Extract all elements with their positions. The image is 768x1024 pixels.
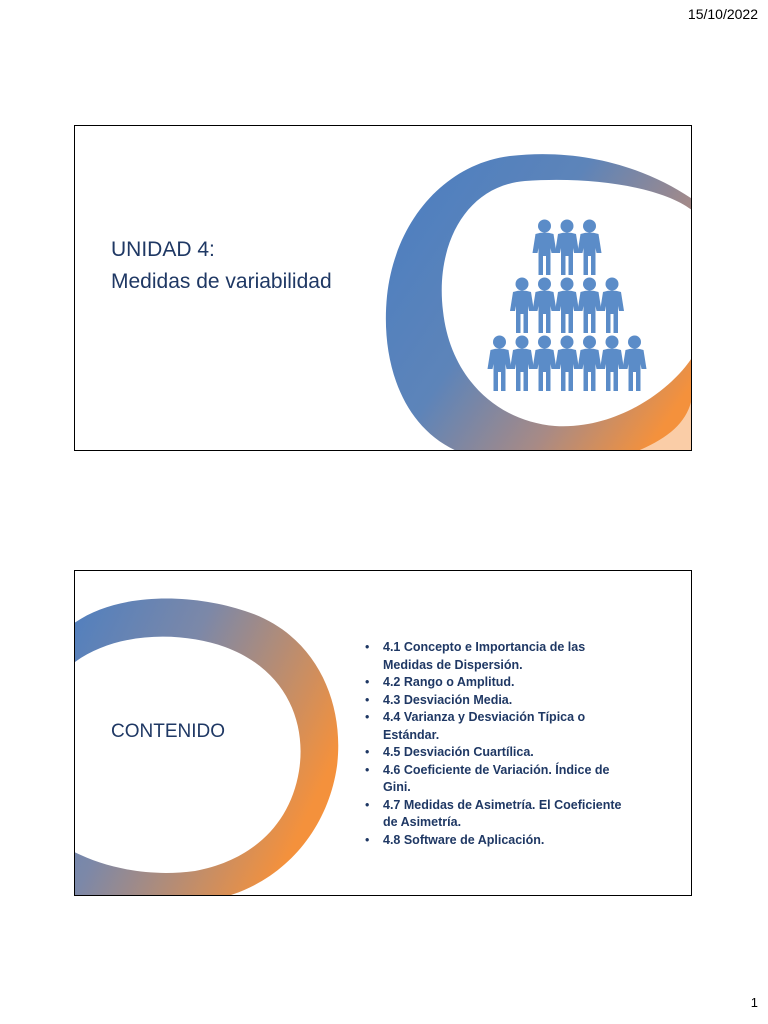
- list-item: [365, 692, 630, 710]
- slide-title-text: [111, 234, 332, 298]
- bullet-icon: •: [365, 762, 370, 777]
- unit-subtitle: Medidas de variabilidad: [111, 270, 332, 293]
- bullet-icon: •: [365, 692, 370, 707]
- list-item-text: 4.6 Coeficiente de Variación. Índice de Gini.: [383, 762, 610, 794]
- person-figure-icon: [488, 336, 512, 392]
- person-figure-icon: [533, 220, 557, 276]
- unit-label: UNIDAD 4:: [111, 238, 215, 261]
- slide-title: [74, 125, 692, 451]
- person-figure-icon: [533, 278, 557, 334]
- list-item: [365, 744, 630, 762]
- list-item-text: 4.8 Software de Aplicación.: [383, 832, 545, 847]
- bullet-icon: •: [365, 745, 370, 759]
- list-item-text: 4.5 Desviación Cuartílica.: [383, 745, 534, 759]
- list-item-text: 4.1 Concepto e Importancia de las Medidas de Dispersión.: [383, 640, 586, 672]
- list-item-text: 4.3 Desviación Media.: [383, 692, 513, 707]
- person-figure-icon: [600, 278, 624, 334]
- person-figure-icon: [555, 220, 579, 276]
- list-item-text: 4.2 Rango o Amplitud.: [383, 675, 515, 689]
- list-item: [365, 674, 630, 692]
- people-pyramid-icon: [479, 216, 655, 396]
- person-figure-icon: [600, 336, 624, 392]
- person-figure-icon: [555, 336, 579, 392]
- contents-title: CONTENIDO: [111, 721, 225, 742]
- contents-list: [365, 639, 630, 849]
- list-item: [365, 709, 630, 744]
- person-figure-icon: [555, 278, 579, 334]
- person-figure-icon: [510, 278, 534, 334]
- slide-contents: [74, 570, 692, 896]
- bullet-icon: •: [365, 640, 370, 654]
- list-item: [365, 762, 630, 797]
- person-figure-icon: [623, 336, 647, 392]
- person-figure-icon: [578, 278, 602, 334]
- page-number: 1: [750, 995, 758, 1010]
- person-figure-icon: [510, 336, 534, 392]
- person-figure-icon: [578, 336, 602, 392]
- page-date: 15/10/2022: [687, 6, 758, 22]
- bullet-icon: •: [365, 710, 370, 724]
- bullet-icon: •: [365, 832, 370, 847]
- person-figure-icon: [533, 336, 557, 392]
- list-item: [365, 797, 630, 832]
- bullet-icon: •: [365, 797, 370, 812]
- bullet-icon: •: [365, 675, 370, 689]
- list-item: [365, 639, 630, 674]
- list-item-text: 4.7 Medidas de Asimetría. El Coeficiente de Asimetría.: [383, 797, 622, 829]
- person-figure-icon: [578, 220, 602, 276]
- list-item: [365, 832, 630, 850]
- list-item-text: 4.4 Varianza y Desviación Típica o Estándar.: [383, 710, 586, 742]
